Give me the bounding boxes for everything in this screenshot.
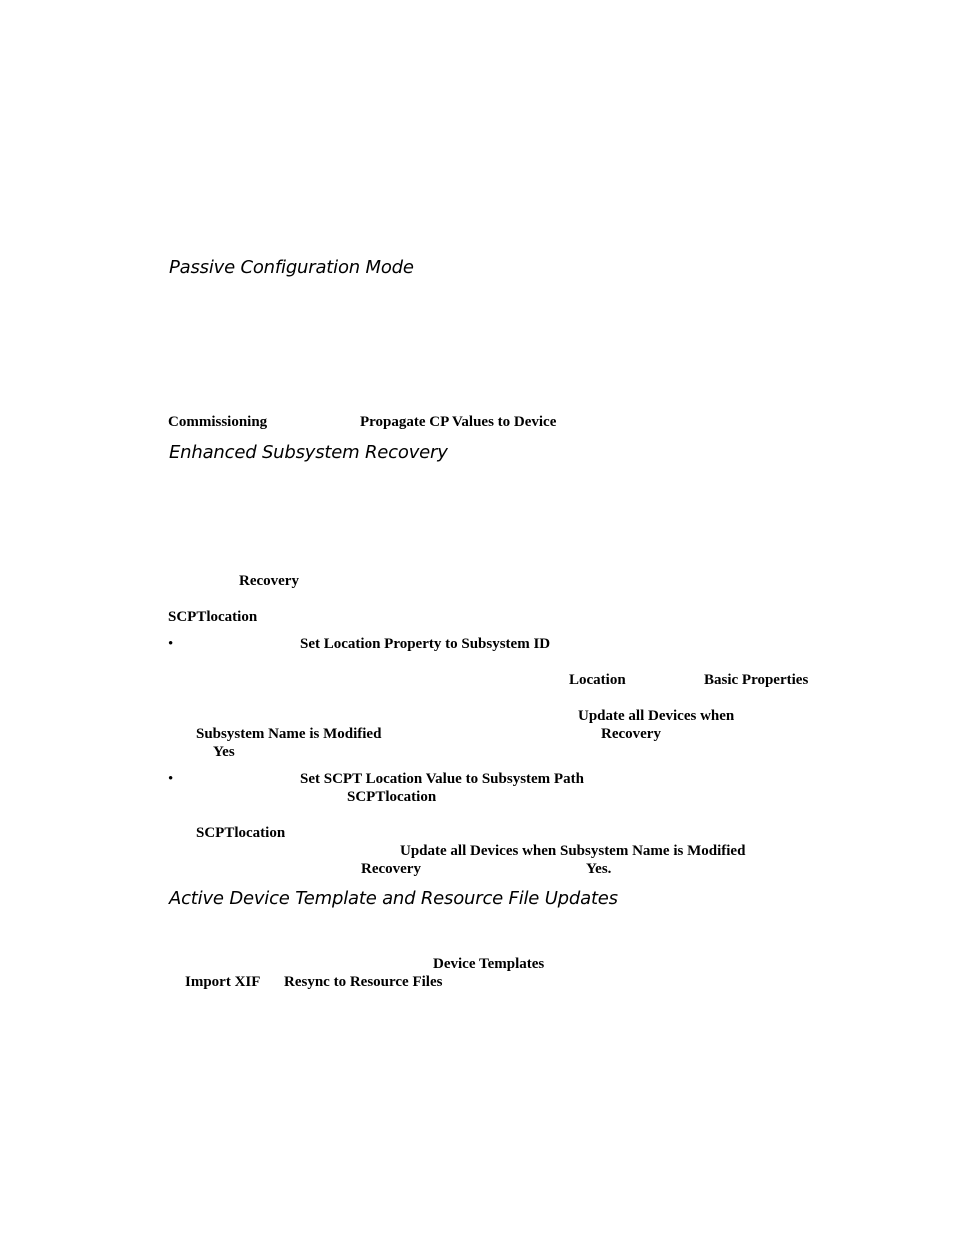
bullet-1-marker: • (168, 636, 174, 652)
term-update-all-devices-b2: Update all Devices when Subsystem Name is Modified (400, 843, 746, 859)
term-update-all-devices-part1: Update all Devices when (578, 708, 735, 724)
term-yes-b1: Yes (213, 744, 235, 760)
term-scptlocation-b2a: SCPTlocation (347, 789, 437, 805)
term-device-templates: Device Templates (433, 956, 545, 972)
bullet-2-marker: • (168, 771, 174, 787)
heading-passive-configuration-mode: Passive Configuration Mode (169, 257, 414, 278)
term-commissioning: Commissioning (168, 414, 268, 430)
term-set-scpt-location-value: Set SCPT Location Value to Subsystem Path (300, 771, 584, 787)
term-update-all-devices-part2: Subsystem Name is Modified (196, 726, 382, 742)
term-scptlocation-b2b: SCPTlocation (196, 825, 286, 841)
term-location: Location (569, 672, 626, 688)
term-yes-b2: Yes. (586, 861, 612, 877)
term-recovery-b2: Recovery (361, 861, 421, 877)
term-propagate-cp-values: Propagate CP Values to Device (360, 414, 557, 430)
term-scptlocation: SCPTlocation (168, 609, 258, 625)
term-recovery-b1: Recovery (601, 726, 661, 742)
term-recovery: Recovery (239, 573, 299, 589)
term-import-xif: Import XIF (185, 974, 261, 990)
term-set-location-property: Set Location Property to Subsystem ID (300, 636, 551, 652)
heading-active-device-template: Active Device Template and Resource File Updates (169, 888, 618, 909)
heading-enhanced-subsystem-recovery: Enhanced Subsystem Recovery (169, 442, 448, 463)
term-basic-properties: Basic Properties (704, 672, 809, 688)
term-resync-resource-files: Resync to Resource Files (284, 974, 443, 990)
